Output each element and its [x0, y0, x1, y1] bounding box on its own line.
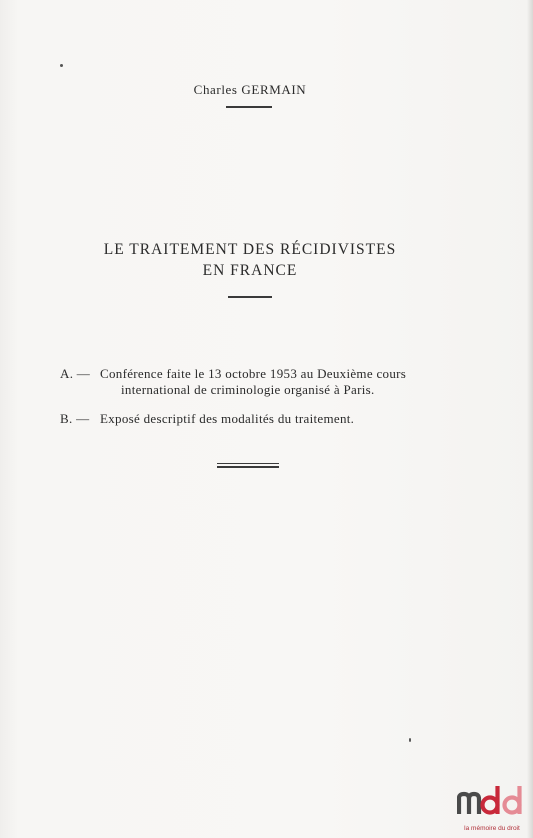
author-underline: [226, 106, 272, 108]
section-a-prefix: A. —: [60, 366, 91, 381]
title-underline: [228, 296, 272, 298]
title-line-1: LE TRAITEMENT DES RÉCIDIVISTES: [103, 241, 397, 258]
section-b-prefix: B. —: [60, 411, 90, 426]
mdd-logo-tagline: la mémoire du droit: [464, 825, 520, 832]
author-name: Charles GERMAIN: [193, 82, 307, 97]
closing-double-rule-top: [217, 463, 279, 464]
section-a-line-2: international de criminologie organisé à Paris.: [121, 382, 375, 397]
ink-speck: [60, 64, 63, 67]
mdd-logo: [457, 784, 527, 832]
mdd-logo-mark: [457, 784, 527, 816]
title-line-2: EN FRANCE: [202, 262, 298, 279]
ink-speck: [409, 738, 411, 742]
section-a: [60, 366, 480, 398]
section-a-line-1: Conférence faite le 13 octobre 1953 au Deuxième cours: [100, 366, 407, 381]
section-b: [60, 411, 480, 427]
closing-double-rule-bottom: [217, 466, 279, 468]
page-edge-shadow: [527, 0, 533, 838]
section-b-line-1: Exposé descriptif des modalités du traitement.: [100, 411, 355, 426]
